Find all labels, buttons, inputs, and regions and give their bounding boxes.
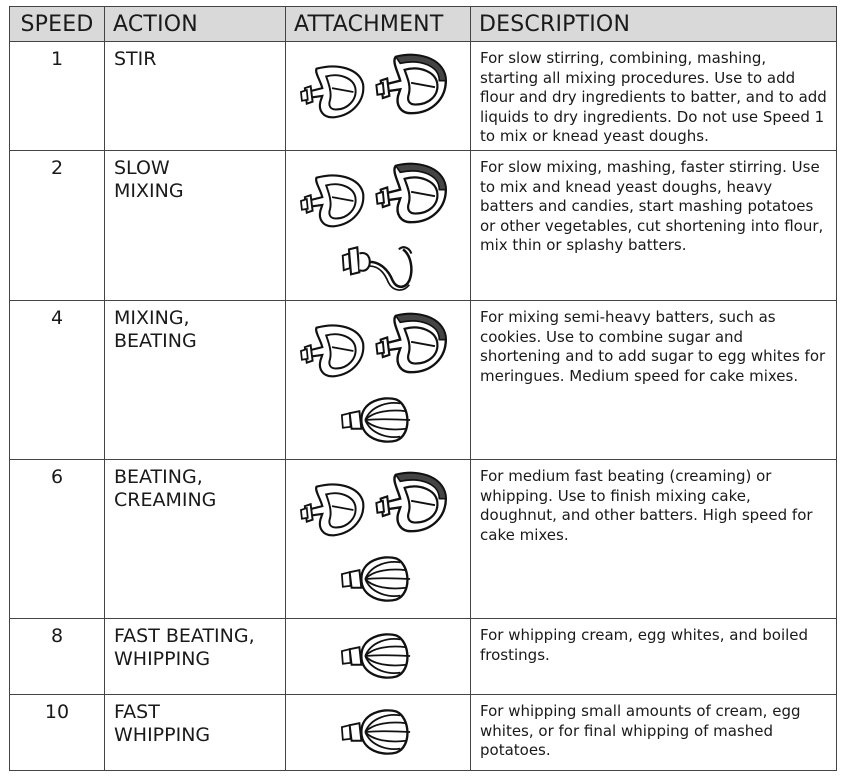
action-cell (105, 460, 286, 619)
speed-value: 4 (10, 301, 105, 460)
header-speed: SPEED (10, 7, 105, 42)
dough-hook-icon (334, 239, 418, 291)
description-cell: For whipping small amounts of cream, egg whites, or for final whipping of mashed potatoes. (471, 695, 837, 771)
action-label: WHIPPING (114, 648, 211, 670)
attachment-cell (286, 151, 471, 301)
wire-whip-icon (336, 705, 414, 759)
speed-value: 1 (10, 42, 105, 151)
description-cell: For whipping cream, egg whites, and boiled frostings. (471, 619, 837, 695)
action-label: MIXING, (114, 307, 190, 329)
speed-value: 6 (10, 460, 105, 619)
table-row (10, 695, 837, 771)
header-row (10, 7, 837, 42)
speed-table (9, 6, 837, 771)
action-cell (105, 42, 286, 151)
wire-whip-icon (336, 629, 414, 683)
action-label: BEATING (114, 330, 197, 352)
speed-value: 8 (10, 619, 105, 695)
flex-edge-beater-icon (372, 52, 448, 118)
action-label: FAST (114, 701, 160, 723)
flex-edge-beater-icon (372, 161, 448, 227)
action-label: FAST BEATING, (114, 625, 255, 647)
flat-beater-icon (299, 479, 367, 541)
action-cell (105, 301, 286, 460)
action-cell (105, 695, 286, 771)
table-row (10, 619, 837, 695)
attachment-cell (286, 619, 471, 695)
flex-edge-beater-icon (372, 311, 448, 377)
action-cell (105, 151, 286, 301)
description-cell: For medium fast beating (creaming) or whipping. Use to finish mixing cake, doughnut, and other batters. High speed for cake mixes. (471, 460, 837, 619)
attachment-cell (286, 695, 471, 771)
action-label: WHIPPING (114, 724, 211, 746)
flat-beater-icon (299, 320, 367, 382)
action-label: BEATING, (114, 466, 203, 488)
flex-edge-beater-icon (372, 470, 448, 536)
action-label: MIXING (114, 180, 184, 202)
flat-beater-icon (299, 170, 367, 232)
action-cell (105, 619, 286, 695)
action-label: SLOW (114, 157, 170, 179)
speed-value: 10 (10, 695, 105, 771)
speed-value: 2 (10, 151, 105, 301)
description-cell: For slow mixing, mashing, faster stirring. Use to mix and knead yeast doughs, heavy batters and candies, start mashing potatoes or other vegetables, cut shortening into flour, mix thin or splashy batters. (471, 151, 837, 301)
table-row (10, 460, 837, 619)
description-cell: For slow stirring, combining, mashing, starting all mixing procedures. Use to add flour and dry ingredients to batter, and to add liquids to dry ingredients. Do not use Speed 1 to mix or knead yeast doughs. (471, 42, 837, 151)
table-row (10, 301, 837, 460)
attachment-cell (286, 301, 471, 460)
table-row (10, 151, 837, 301)
table-row (10, 42, 837, 151)
header-action: ACTION (105, 7, 286, 42)
description-cell: For mixing semi-heavy batters, such as cookies. Use to combine sugar and shortening and to add sugar to egg whites for meringues. Medium speed for cake mixes. (471, 301, 837, 460)
flat-beater-icon (299, 61, 367, 123)
attachment-cell (286, 460, 471, 619)
action-label: STIR (114, 48, 157, 70)
action-label: CREAMING (114, 489, 217, 511)
header-description: DESCRIPTION (471, 7, 837, 42)
header-attachment: ATTACHMENT (286, 7, 471, 42)
attachment-cell (286, 42, 471, 151)
wire-whip-icon (336, 552, 414, 606)
wire-whip-icon (336, 393, 414, 447)
